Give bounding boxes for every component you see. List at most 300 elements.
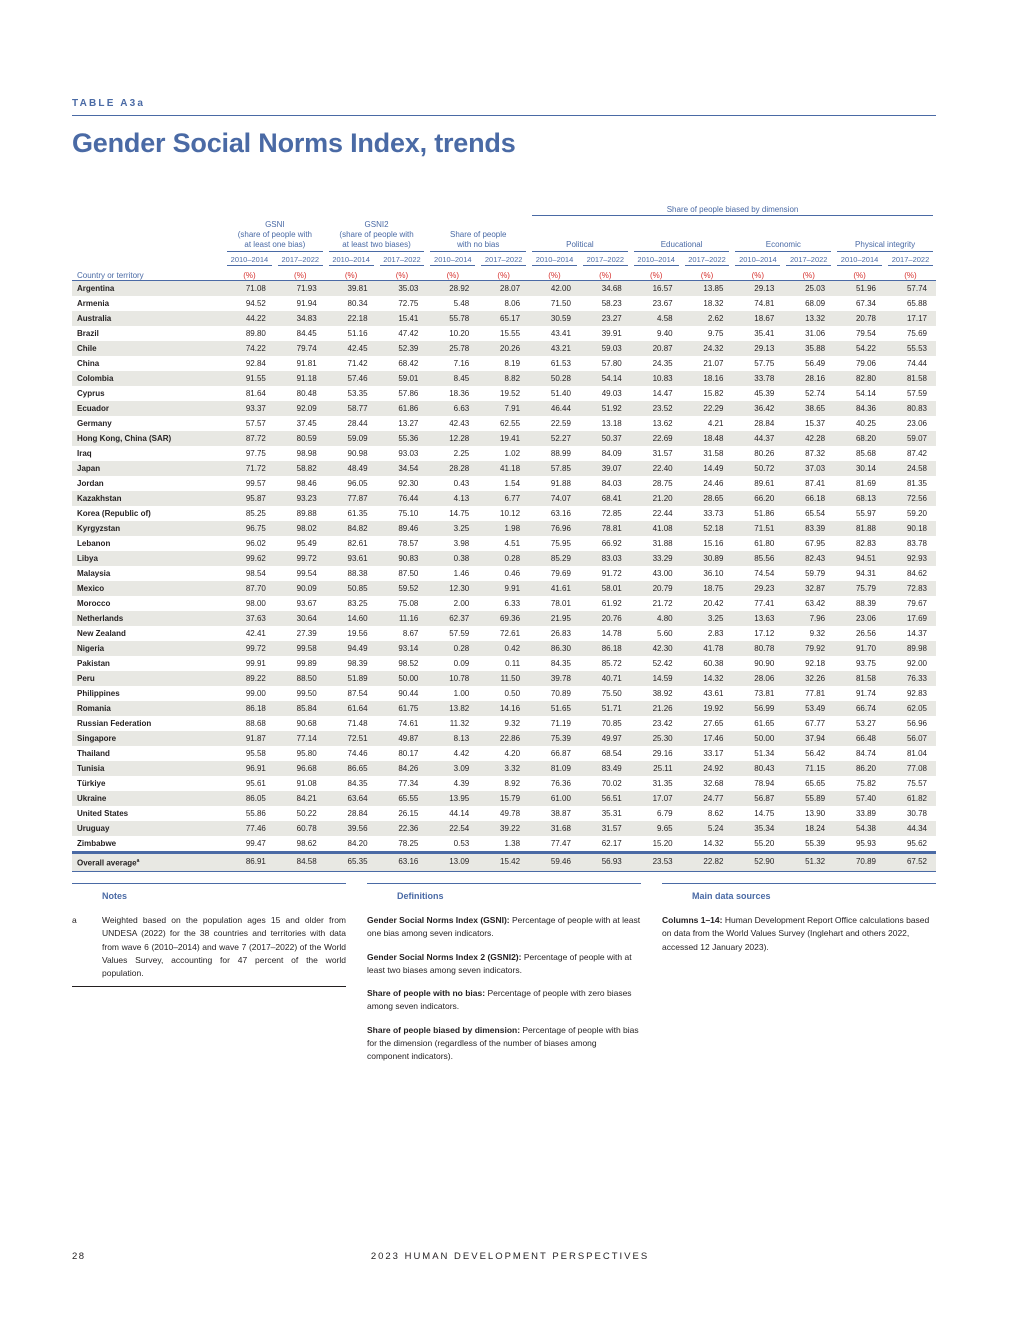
table-cell: 25.30 — [631, 731, 682, 746]
table-cell: 26.15 — [377, 806, 428, 821]
table-cell: 24.35 — [631, 356, 682, 371]
table-cell: 79.69 — [529, 566, 580, 581]
table-cell: 55.39 — [783, 836, 834, 853]
table-row — [72, 581, 936, 596]
table-cell: 96.75 — [224, 521, 275, 536]
table-cell: 65.88 — [885, 296, 936, 311]
table-cell: 31.57 — [580, 821, 631, 836]
table-row — [72, 806, 936, 821]
table-cell: 31.88 — [631, 536, 682, 551]
table-cell: 50.00 — [732, 731, 783, 746]
table-cell: 13.62 — [631, 416, 682, 431]
group-header-line: (share of people with — [237, 230, 312, 239]
country-name: Pakistan — [72, 656, 224, 671]
group-header-line: with no bias — [457, 240, 500, 249]
table-cell: 12.30 — [427, 581, 478, 596]
table-row — [72, 491, 936, 506]
source-item: Columns 1–14: Human Development Report Office calculations based on data from the World Values Survey (Inglehart and others 2022, accessed 12 January 2023). — [662, 915, 930, 952]
table-cell: 14.78 — [580, 626, 631, 641]
table-cell: 99.91 — [224, 656, 275, 671]
table-row — [72, 521, 936, 536]
table-cell: 91.55 — [224, 371, 275, 386]
period-header: 2017–2022 — [583, 255, 628, 266]
unit-header: (%) — [580, 266, 631, 281]
table-cell: 93.75 — [834, 656, 885, 671]
table-cell: 88.38 — [326, 566, 377, 581]
table-cell: 43.21 — [529, 341, 580, 356]
table-cell: 13.63 — [732, 611, 783, 626]
table-cell: 7.91 — [478, 401, 529, 416]
table-cell: 87.50 — [377, 566, 428, 581]
table-cell: 4.39 — [427, 776, 478, 791]
table-cell: 11.50 — [478, 671, 529, 686]
group-header-row — [72, 216, 936, 252]
country-name: Argentina — [72, 281, 224, 297]
definition-item: Share of people with no bias: Percentage of people with zero biases among seven indicators. — [367, 988, 632, 1012]
table-row — [72, 776, 936, 791]
table-cell: 37.94 — [783, 731, 834, 746]
overall-average-cell: 51.32 — [783, 853, 834, 872]
table-cell: 57.59 — [885, 386, 936, 401]
group-header-line: Educational — [660, 240, 703, 249]
table-cell: 97.75 — [224, 446, 275, 461]
table-row — [72, 821, 936, 836]
table-cell: 71.72 — [224, 461, 275, 476]
table-cell: 68.20 — [834, 431, 885, 446]
country-name: Malaysia — [72, 566, 224, 581]
table-cell: 2.83 — [682, 626, 733, 641]
country-name: China — [72, 356, 224, 371]
table-cell: 93.14 — [377, 641, 428, 656]
table-cell: 79.54 — [834, 326, 885, 341]
table-row — [72, 671, 936, 686]
table-cell: 89.22 — [224, 671, 275, 686]
table-cell: 43.41 — [529, 326, 580, 341]
table-cell: 89.88 — [275, 506, 326, 521]
table-cell: 7.96 — [783, 611, 834, 626]
table-row — [72, 446, 936, 461]
table-cell: 95.87 — [224, 491, 275, 506]
table-cell: 73.81 — [732, 686, 783, 701]
overall-average-cell: 13.09 — [427, 853, 478, 872]
table-cell: 82.80 — [834, 371, 885, 386]
table-cell: 65.17 — [478, 311, 529, 326]
country-name: Ukraine — [72, 791, 224, 806]
table-row — [72, 626, 936, 641]
table-cell: 29.23 — [732, 581, 783, 596]
table-cell: 43.00 — [631, 566, 682, 581]
table-cell: 83.49 — [580, 761, 631, 776]
table-cell: 87.41 — [783, 476, 834, 491]
table-cell: 43.61 — [682, 686, 733, 701]
table-cell: 81.64 — [224, 386, 275, 401]
table-cell: 66.20 — [732, 491, 783, 506]
table-cell: 63.16 — [529, 506, 580, 521]
table-cell: 4.13 — [427, 491, 478, 506]
table-cell: 74.54 — [732, 566, 783, 581]
country-name: Morocco — [72, 596, 224, 611]
table-cell: 17.46 — [682, 731, 733, 746]
table-cell: 81.88 — [834, 521, 885, 536]
table-cell: 58.01 — [580, 581, 631, 596]
group-header — [427, 216, 529, 252]
table-row — [72, 356, 936, 371]
unit-header: (%) — [834, 266, 885, 281]
table-cell: 19.56 — [326, 626, 377, 641]
table-cell: 24.58 — [885, 461, 936, 476]
table-cell: 99.54 — [275, 566, 326, 581]
table-cell: 23.06 — [834, 611, 885, 626]
table-row — [72, 791, 936, 806]
table-cell: 28.06 — [732, 671, 783, 686]
table-cell: 8.62 — [682, 806, 733, 821]
table-cell: 41.61 — [529, 581, 580, 596]
overall-average-cell: 86.91 — [224, 853, 275, 872]
table-cell: 54.38 — [834, 821, 885, 836]
table-cell: 80.48 — [275, 386, 326, 401]
country-name: Ecuador — [72, 401, 224, 416]
table-cell: 28.65 — [682, 491, 733, 506]
table-cell: 61.64 — [326, 701, 377, 716]
table-cell: 77.41 — [732, 596, 783, 611]
table-cell: 77.87 — [326, 491, 377, 506]
table-cell: 66.74 — [834, 701, 885, 716]
table-cell: 0.38 — [427, 551, 478, 566]
table-cell: 96.02 — [224, 536, 275, 551]
table-cell: 99.62 — [224, 551, 275, 566]
table-cell: 62.17 — [580, 836, 631, 853]
table-cell: 22.69 — [631, 431, 682, 446]
table-cell: 34.83 — [275, 311, 326, 326]
table-cell: 89.61 — [732, 476, 783, 491]
table-cell: 69.36 — [478, 611, 529, 626]
table-cell: 93.23 — [275, 491, 326, 506]
table-cell: 55.89 — [783, 791, 834, 806]
table-cell: 71.08 — [224, 281, 275, 297]
table-cell: 92.18 — [783, 656, 834, 671]
table-cell: 91.18 — [275, 371, 326, 386]
table-cell: 9.40 — [631, 326, 682, 341]
table-cell: 25.78 — [427, 341, 478, 356]
table-cell: 59.79 — [783, 566, 834, 581]
overall-average-cell: 59.46 — [529, 853, 580, 872]
table-cell: 0.43 — [427, 476, 478, 491]
table-cell: 96.91 — [224, 761, 275, 776]
table-cell: 44.34 — [885, 821, 936, 836]
table-cell: 1.38 — [478, 836, 529, 853]
table-cell: 21.20 — [631, 491, 682, 506]
table-cell: 42.43 — [427, 416, 478, 431]
table-cell: 22.36 — [377, 821, 428, 836]
table-cell: 94.51 — [834, 551, 885, 566]
table-cell: 9.65 — [631, 821, 682, 836]
group-header-line: Economic — [765, 240, 801, 249]
table-cell: 47.42 — [377, 326, 428, 341]
country-name: Netherlands — [72, 611, 224, 626]
table-cell: 23.06 — [885, 416, 936, 431]
table-row — [72, 731, 936, 746]
unit-header: (%) — [224, 266, 275, 281]
table-row — [72, 641, 936, 656]
table-cell: 92.09 — [275, 401, 326, 416]
table-cell: 13.32 — [783, 311, 834, 326]
table-cell: 52.42 — [631, 656, 682, 671]
group-header — [224, 216, 326, 252]
country-name: Cyprus — [72, 386, 224, 401]
period-header: 2010–2014 — [329, 255, 374, 266]
table-cell: 9.32 — [783, 626, 834, 641]
group-header — [529, 216, 631, 252]
table-cell: 50.00 — [377, 671, 428, 686]
table-cell: 22.44 — [631, 506, 682, 521]
table-cell: 65.55 — [377, 791, 428, 806]
table-cell: 71.48 — [326, 716, 377, 731]
table-cell: 28.92 — [427, 281, 478, 297]
overall-average-cell: 22.82 — [682, 853, 733, 872]
table-cell: 55.86 — [224, 806, 275, 821]
table-cell: 84.62 — [885, 566, 936, 581]
table-cell: 93.37 — [224, 401, 275, 416]
table-cell: 72.51 — [326, 731, 377, 746]
table-cell: 33.73 — [682, 506, 733, 521]
overall-average-cell: 63.16 — [377, 853, 428, 872]
table-cell: 12.28 — [427, 431, 478, 446]
table-cell: 61.80 — [732, 536, 783, 551]
table-cell: 23.27 — [580, 311, 631, 326]
table-cell: 72.61 — [478, 626, 529, 641]
table-cell: 14.37 — [885, 626, 936, 641]
unit-header: (%) — [377, 266, 428, 281]
table-cell: 89.46 — [377, 521, 428, 536]
table-cell: 57.75 — [732, 356, 783, 371]
table-cell: 67.77 — [783, 716, 834, 731]
country-name: Thailand — [72, 746, 224, 761]
table-cell: 87.72 — [224, 431, 275, 446]
table-cell: 20.78 — [834, 311, 885, 326]
sources-heading: Main data sources — [692, 891, 771, 901]
table-cell: 84.36 — [834, 401, 885, 416]
table-cell: 35.03 — [377, 281, 428, 297]
table-row — [72, 476, 936, 491]
table-cell: 3.98 — [427, 536, 478, 551]
table-cell: 20.26 — [478, 341, 529, 356]
definition-item: Gender Social Norms Index 2 (GSNI2): Percentage of people with at least two biases among seven indicators. — [367, 951, 632, 975]
table-cell: 41.78 — [682, 641, 733, 656]
dimension-super-header: Share of people biased by dimension — [532, 205, 933, 216]
group-header-line: at least two biases) — [342, 240, 411, 249]
table-cell: 24.92 — [682, 761, 733, 776]
table-cell: 58.23 — [580, 296, 631, 311]
table-cell: 41.18 — [478, 461, 529, 476]
table-cell: 86.20 — [834, 761, 885, 776]
table-cell: 61.75 — [377, 701, 428, 716]
table-cell: 84.03 — [580, 476, 631, 491]
table-cell: 74.07 — [529, 491, 580, 506]
table-cell: 92.83 — [885, 686, 936, 701]
group-header — [326, 216, 428, 252]
table-cell: 35.41 — [732, 326, 783, 341]
table-cell: 31.35 — [631, 776, 682, 791]
table-cell: 99.72 — [275, 551, 326, 566]
table-cell: 13.95 — [427, 791, 478, 806]
country-name: Russian Federation — [72, 716, 224, 731]
table-cell: 91.08 — [275, 776, 326, 791]
table-cell: 13.85 — [682, 281, 733, 297]
table-cell: 5.48 — [427, 296, 478, 311]
table-cell: 79.67 — [885, 596, 936, 611]
table-cell: 71.93 — [275, 281, 326, 297]
table-cell: 22.59 — [529, 416, 580, 431]
table-cell: 89.80 — [224, 326, 275, 341]
table-cell: 85.56 — [732, 551, 783, 566]
table-cell: 76.96 — [529, 521, 580, 536]
country-name: Korea (Republic of) — [72, 506, 224, 521]
table-cell: 81.58 — [834, 671, 885, 686]
table-row — [72, 701, 936, 716]
table-cell: 42.45 — [326, 341, 377, 356]
table-cell: 80.34 — [326, 296, 377, 311]
table-cell: 77.08 — [885, 761, 936, 776]
table-cell: 27.39 — [275, 626, 326, 641]
table-cell: 13.18 — [580, 416, 631, 431]
table-cell: 0.11 — [478, 656, 529, 671]
table-cell: 3.09 — [427, 761, 478, 776]
table-cell: 32.26 — [783, 671, 834, 686]
table-cell: 57.80 — [580, 356, 631, 371]
table-cell: 68.54 — [580, 746, 631, 761]
table-cell: 18.16 — [682, 371, 733, 386]
country-name: Iraq — [72, 446, 224, 461]
table-cell: 1.00 — [427, 686, 478, 701]
table-cell: 65.65 — [783, 776, 834, 791]
table-cell: 93.61 — [326, 551, 377, 566]
table-cell: 39.78 — [529, 671, 580, 686]
table-cell: 39.07 — [580, 461, 631, 476]
table-cell: 98.52 — [377, 656, 428, 671]
table-cell: 14.59 — [631, 671, 682, 686]
table-cell: 31.68 — [529, 821, 580, 836]
table-cell: 80.17 — [377, 746, 428, 761]
table-cell: 93.03 — [377, 446, 428, 461]
table-cell: 63.64 — [326, 791, 377, 806]
table-cell: 19.52 — [478, 386, 529, 401]
table-cell: 30.78 — [885, 806, 936, 821]
period-header: 2010–2014 — [837, 255, 882, 266]
table-cell: 71.50 — [529, 296, 580, 311]
period-header: 2010–2014 — [735, 255, 780, 266]
table-cell: 24.32 — [682, 341, 733, 356]
table-cell: 74.81 — [732, 296, 783, 311]
table-cell: 95.62 — [885, 836, 936, 853]
table-cell: 55.36 — [377, 431, 428, 446]
table-cell: 56.99 — [732, 701, 783, 716]
table-cell: 38.65 — [783, 401, 834, 416]
country-name: Romania — [72, 701, 224, 716]
table-cell: 76.36 — [529, 776, 580, 791]
table-cell: 31.06 — [783, 326, 834, 341]
table-row — [72, 551, 936, 566]
table-cell: 8.82 — [478, 371, 529, 386]
table-cell: 15.16 — [682, 536, 733, 551]
table-cell: 19.92 — [682, 701, 733, 716]
table-cell: 21.95 — [529, 611, 580, 626]
notes-heading: Notes — [102, 891, 128, 901]
table-cell: 56.49 — [783, 356, 834, 371]
table-cell: 28.07 — [478, 281, 529, 297]
unit-header: (%) — [529, 266, 580, 281]
table-label: TABLE A3a — [72, 98, 146, 109]
table-cell: 80.26 — [732, 446, 783, 461]
table-cell: 56.51 — [580, 791, 631, 806]
table-cell: 54.22 — [834, 341, 885, 356]
table-cell: 57.46 — [326, 371, 377, 386]
table-cell: 28.84 — [326, 806, 377, 821]
table-cell: 61.82 — [885, 791, 936, 806]
table-cell: 72.83 — [885, 581, 936, 596]
table-cell: 1.02 — [478, 446, 529, 461]
table-cell: 54.14 — [580, 371, 631, 386]
table-cell: 27.65 — [682, 716, 733, 731]
table-cell: 53.27 — [834, 716, 885, 731]
table-cell: 8.45 — [427, 371, 478, 386]
table-cell: 36.10 — [682, 566, 733, 581]
period-header: 2017–2022 — [380, 255, 425, 266]
table-cell: 78.01 — [529, 596, 580, 611]
country-name: Türkiye — [72, 776, 224, 791]
country-name: United States — [72, 806, 224, 821]
table-cell: 22.40 — [631, 461, 682, 476]
table-cell: 51.92 — [580, 401, 631, 416]
table-cell: 5.60 — [631, 626, 682, 641]
table-cell: 76.44 — [377, 491, 428, 506]
table-cell: 14.16 — [478, 701, 529, 716]
country-name: Zimbabwe — [72, 836, 224, 853]
table-cell: 90.98 — [326, 446, 377, 461]
overall-average-label: Overall average$^a$ — [72, 853, 224, 872]
table-cell: 62.37 — [427, 611, 478, 626]
table-cell: 30.14 — [834, 461, 885, 476]
overall-average-row — [72, 853, 936, 872]
table-cell: 61.86 — [377, 401, 428, 416]
period-header: 2010–2014 — [227, 255, 272, 266]
table-cell: 99.00 — [224, 686, 275, 701]
table-cell: 33.29 — [631, 551, 682, 566]
table-cell: 99.50 — [275, 686, 326, 701]
table-cell: 89.98 — [885, 641, 936, 656]
table-cell: 52.74 — [783, 386, 834, 401]
table-cell: 25.03 — [783, 281, 834, 297]
table-cell: 80.78 — [732, 641, 783, 656]
table-cell: 9.75 — [682, 326, 733, 341]
table-cell: 74.61 — [377, 716, 428, 731]
table-cell: 10.20 — [427, 326, 478, 341]
table-cell: 80.59 — [275, 431, 326, 446]
country-name: Kyrgyzstan — [72, 521, 224, 536]
table-cell: 77.34 — [377, 776, 428, 791]
data-table — [72, 204, 936, 872]
table-cell: 78.94 — [732, 776, 783, 791]
table-cell: 8.92 — [478, 776, 529, 791]
table-cell: 0.28 — [478, 551, 529, 566]
overall-average-cell: 52.90 — [732, 853, 783, 872]
table-cell: 24.77 — [682, 791, 733, 806]
period-header: 2010–2014 — [532, 255, 577, 266]
table-cell: 98.62 — [275, 836, 326, 853]
table-row — [72, 566, 936, 581]
table-cell: 15.20 — [631, 836, 682, 853]
definition-item: Share of people biased by dimension: Percentage of people with bias for the dimension (regardless of the number of biases among component indicators). — [367, 1024, 639, 1062]
unit-header-row — [72, 266, 936, 281]
